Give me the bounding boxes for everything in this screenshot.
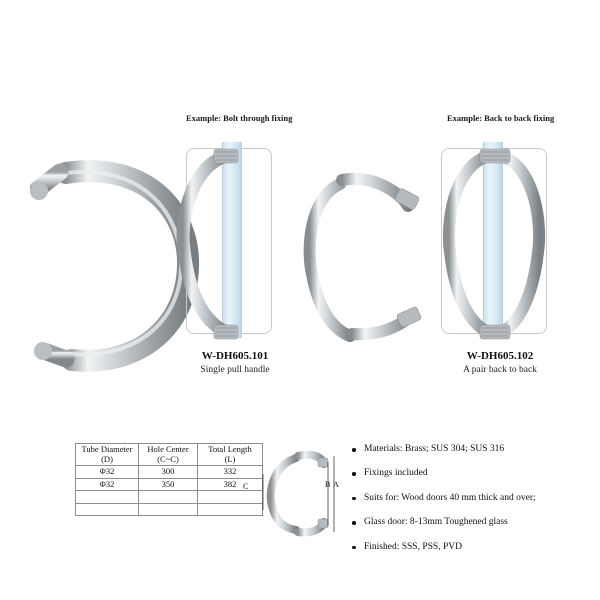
header-line-1: Tube Diameter: [81, 444, 133, 454]
bullet-dot-icon: [352, 546, 356, 550]
header-line-2: (D): [101, 453, 113, 464]
bullet-dot-icon: [352, 521, 356, 525]
dimension-drawing: [262, 448, 342, 538]
table-row: [76, 466, 263, 479]
header-line-1: Total Length: [208, 444, 252, 454]
list-item: [352, 444, 587, 455]
feature-text: Finished: SSS, PSS, PVD: [364, 541, 462, 552]
handle-illustration-bolt-through: [170, 140, 280, 350]
handle-illustration-pair-middle: [296, 170, 426, 355]
header-line-1: Hole Center: [147, 444, 189, 454]
cell-total-length: 332: [198, 466, 263, 479]
table-header-row: [76, 444, 263, 466]
bullet-dot-icon: [352, 497, 356, 501]
cell-tube-diameter: [76, 491, 139, 504]
cell-hole-center: 350: [139, 478, 198, 491]
caption-back-to-back-fixing: Example: Back to back fixing: [447, 113, 555, 123]
table-header-hole-center: [139, 444, 198, 466]
dimension-label-a: A: [333, 480, 339, 489]
model-code-left: W-DH605.101: [201, 350, 269, 362]
list-item: [352, 542, 587, 553]
header-line-2: (C~C): [157, 453, 179, 464]
model-description-right: A pair back to back: [463, 365, 537, 375]
cell-tube-diameter: Φ32: [76, 466, 139, 479]
dimension-label-c: C: [243, 482, 249, 491]
cell-total-length: 382: [198, 478, 263, 491]
list-item: [352, 517, 587, 528]
model-code-right: W-DH605.102: [466, 350, 534, 362]
table-header-tube-diameter: [76, 444, 139, 466]
specification-table: [75, 443, 263, 516]
cell-hole-center: [139, 503, 198, 516]
table-header-total-length: [198, 444, 263, 466]
handle-illustration-back-to-back: [430, 138, 560, 353]
feature-text: Fixings included: [364, 468, 428, 479]
table-row: [76, 491, 263, 504]
feature-list: [352, 444, 587, 566]
list-item: [352, 493, 587, 504]
model-description-left: Single pull handle: [200, 365, 270, 375]
bullet-dot-icon: [352, 472, 356, 476]
table-row: [76, 478, 263, 491]
cell-tube-diameter: Φ32: [76, 478, 139, 491]
cell-total-length: [198, 491, 263, 504]
bullet-dot-icon: [352, 448, 356, 452]
cell-tube-diameter: [76, 503, 139, 516]
cell-hole-center: [139, 491, 198, 504]
feature-text: Glass door: 8-13mm Toughened glass: [364, 517, 508, 528]
dimension-label-b: B: [325, 480, 331, 489]
feature-text: Materials: Brass; SUS 304; SUS 316: [364, 444, 505, 454]
header-line-2: (L): [224, 453, 236, 464]
caption-bolt-through-fixing: Example: Bolt through fixing: [186, 113, 293, 123]
list-item: [352, 468, 587, 479]
cell-hole-center: 300: [139, 466, 198, 479]
feature-text: Suits for: Wood doors 40 mm thick and over;: [364, 492, 536, 503]
cell-total-length: [198, 503, 263, 516]
table-row: [76, 503, 263, 516]
